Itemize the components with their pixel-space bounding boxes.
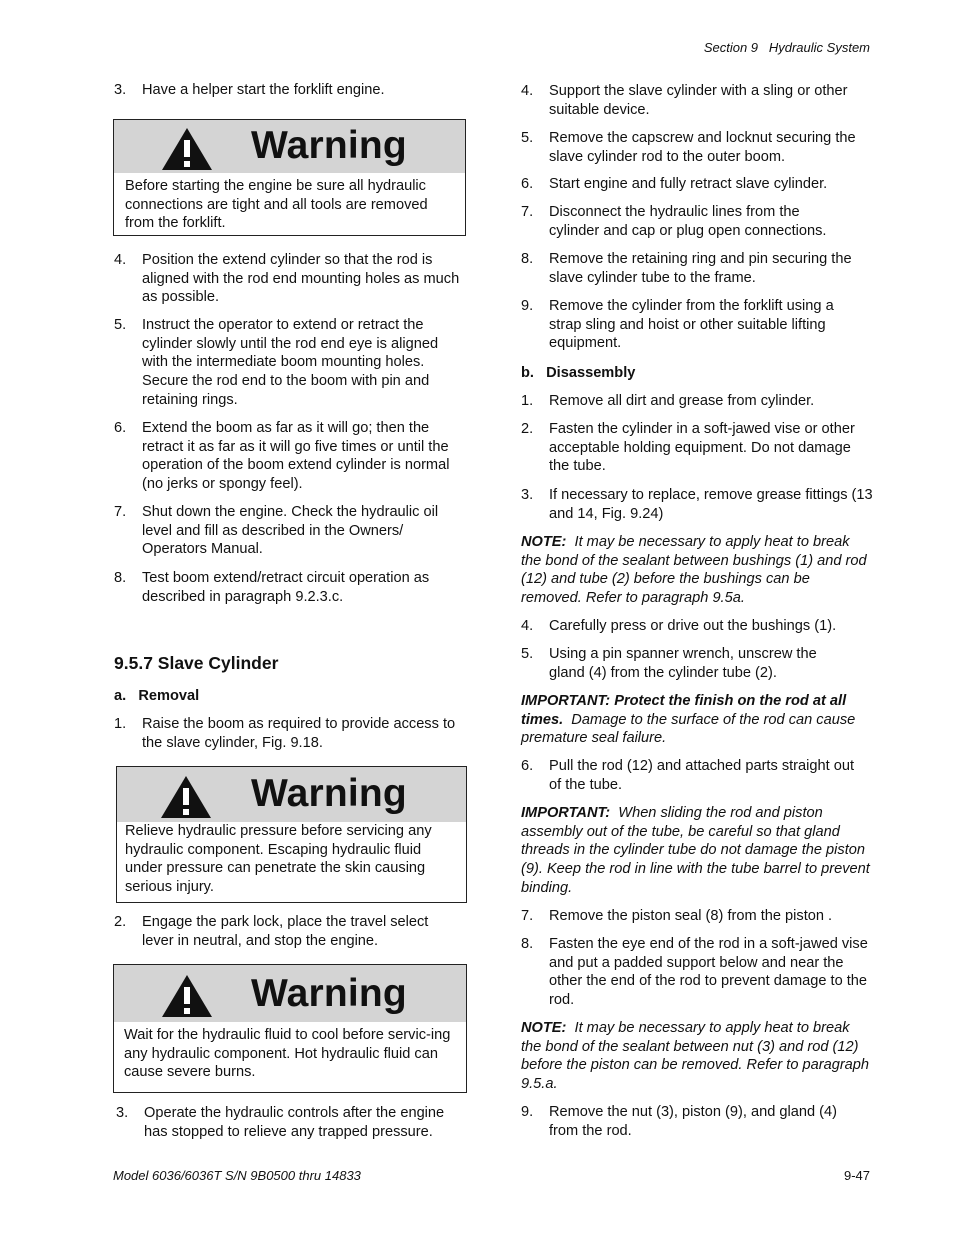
step-number: 7. bbox=[521, 908, 534, 924]
warning-box bbox=[113, 119, 466, 236]
step-number: 1. bbox=[521, 393, 534, 409]
warning-text: Wait for the hydraulic fluid to cool before servic-ing any hydraulic component. Hot hydraulic fluid can cause severe burns. bbox=[124, 1027, 451, 1081]
subsection-heading: a. Removal bbox=[114, 688, 200, 704]
note-text: It may be necessary to apply heat to break the bond of the sealant between bushings (1) and rod (12) and tube (2) before the bushings can be removed. Refer to paragraph 9.5a. bbox=[521, 534, 867, 607]
step-text: Have a helper start the forklift engine. bbox=[142, 82, 385, 98]
step-text: Operate the hydraulic controls after the engine has stopped to relieve any trapped pressure. bbox=[144, 1105, 445, 1140]
step-number: 9. bbox=[521, 298, 534, 314]
step-number: 5. bbox=[114, 317, 127, 333]
note-text: It may be necessary to apply heat to break the bond of the sealant between nut (3) and rod (12) before the piston can be removed. Refer to paragraph 9.5.a. bbox=[521, 1020, 870, 1093]
step-number: 6. bbox=[521, 176, 534, 192]
step-number: 8. bbox=[521, 936, 534, 952]
step-number: 1. bbox=[114, 716, 127, 732]
step-text: Remove the piston seal (8) from the piston . bbox=[549, 908, 833, 924]
note bbox=[521, 533, 867, 608]
important-text: Damage to the surface of the rod can cause premature seal failure. bbox=[521, 711, 856, 747]
step-text: Using a pin spanner wrench, unscrew the gland (4) from the cylinder tube (2). bbox=[549, 646, 817, 681]
warning-title: Warning bbox=[251, 772, 407, 815]
step-text: Test boom extend/retract circuit operation as described in paragraph 9.2.3.c. bbox=[142, 570, 430, 605]
important-note bbox=[521, 692, 867, 748]
step-number: 4. bbox=[114, 252, 127, 268]
step-text: Carefully press or drive out the bushings (1). bbox=[549, 618, 837, 634]
step-number: 5. bbox=[521, 130, 534, 146]
step-text: Position the extend cylinder so that the rod is aligned with the rod end mounting holes as much as possible. bbox=[142, 252, 460, 306]
warning-text: Before starting the engine be sure all hydraulic connections are tight and all tools are removed from the forklift. bbox=[125, 178, 428, 232]
step-text: Remove the retaining ring and pin securing the slave cylinder tube to the frame. bbox=[549, 251, 852, 286]
step-text: Extend the boom as far as it will go; then the retract it as far as it will go five times or until the operation of the boom extend cylinder is normal (no jerks or spongy feel). bbox=[142, 420, 450, 493]
step-number: 3. bbox=[114, 82, 127, 98]
note-label: NOTE: bbox=[521, 1020, 567, 1036]
step-number: 7. bbox=[114, 504, 127, 520]
step-number: 3. bbox=[521, 487, 534, 503]
step-text: Pull the rod (12) and attached parts straight out of the tube. bbox=[549, 758, 855, 793]
step-number: 3. bbox=[116, 1105, 129, 1121]
step-text: If necessary to replace, remove grease fittings (13 and 14, Fig. 9.24) bbox=[549, 487, 873, 522]
step-number: 8. bbox=[114, 570, 127, 586]
warning-title: Warning bbox=[251, 972, 407, 1015]
step-text: Remove all dirt and grease from cylinder. bbox=[549, 393, 815, 409]
warning-box bbox=[113, 964, 467, 1093]
header-title: Hydraulic System bbox=[768, 40, 870, 55]
important-label: IMPORTANT: bbox=[521, 805, 611, 821]
step-number: 6. bbox=[114, 420, 127, 436]
warning-title: Warning bbox=[251, 124, 407, 167]
step-number: 7. bbox=[521, 204, 534, 220]
step-number: 2. bbox=[521, 421, 534, 437]
step-text: Remove the capscrew and locknut securing the slave cylinder rod to the outer boom. bbox=[549, 130, 856, 165]
step-number: 8. bbox=[521, 251, 534, 267]
subsection-heading: b. Disassembly bbox=[521, 365, 636, 381]
step-number: 4. bbox=[521, 618, 534, 634]
warning-triangle-icon bbox=[160, 775, 212, 819]
note bbox=[521, 1019, 871, 1094]
step-text: Raise the boom as required to provide access to the slave cylinder, Fig. 9.18. bbox=[142, 716, 456, 751]
important-text: When sliding the rod and piston assembly out of the tube, be careful so that gland threads in the cylinder tube do not damage the piston (9). Keep the rod in line with the tube barrel to prevent binding. bbox=[521, 805, 870, 896]
warning-text: Relieve hydraulic pressure before servicing any hydraulic component. Escaping hydraulic fluid under pressure can penetrate the skin causing serious injury. bbox=[125, 823, 432, 896]
step-text: Fasten the eye end of the rod in a soft-jawed vise and put a padded support below and near the other the end of the rod to prevent damage to the rod. bbox=[549, 936, 868, 1009]
step-text: Instruct the operator to extend or retract the cylinder slowly until the rod end eye is aligned with the intermediate boom mounting holes. Secure the rod end to the boom with pin and retaining rings. bbox=[142, 317, 439, 408]
step-number: 5. bbox=[521, 646, 534, 662]
section-title: 9.5.7 Slave Cylinder bbox=[114, 653, 279, 673]
step-text: Fasten the cylinder in a soft-jawed vise or other acceptable holding equipment. Do not damage the tube. bbox=[549, 421, 855, 475]
warning-triangle-icon bbox=[161, 974, 213, 1018]
step-text: Remove the cylinder from the forklift using a strap sling and hoist or other suitable lifting equipment. bbox=[549, 298, 834, 352]
step-number: 2. bbox=[114, 914, 127, 930]
warning-triangle-icon bbox=[161, 127, 213, 171]
step-number: 6. bbox=[521, 758, 534, 774]
footer-model: Model 6036/6036T S/N 9B0500 thru 14833 bbox=[113, 1168, 361, 1183]
step-text: Shut down the engine. Check the hydraulic oil level and fill as described in the Owners/ Operators Manual. bbox=[142, 504, 439, 558]
step-text: Disconnect the hydraulic lines from the cylinder and cap or plug open connections. bbox=[549, 204, 827, 239]
header-section: Section 9 bbox=[703, 40, 759, 55]
page-header bbox=[660, 39, 870, 58]
step-text: Remove the nut (3), piston (9), and gland (4) from the rod. bbox=[549, 1104, 837, 1139]
important-note bbox=[521, 804, 873, 898]
warning-box bbox=[116, 766, 467, 903]
step-text: Support the slave cylinder with a sling or other suitable device. bbox=[549, 83, 848, 118]
note-label: NOTE: bbox=[521, 534, 567, 550]
important-label: IMPORTANT: Protect the finish on the rod at all times. bbox=[521, 693, 847, 728]
step-text: Engage the park lock, place the travel select lever in neutral, and stop the engine. bbox=[142, 914, 429, 949]
step-number: 4. bbox=[521, 83, 534, 99]
step-number: 9. bbox=[521, 1104, 534, 1120]
step-text: Start engine and fully retract slave cylinder. bbox=[549, 176, 828, 192]
page-number: 9-47 bbox=[843, 1168, 870, 1183]
